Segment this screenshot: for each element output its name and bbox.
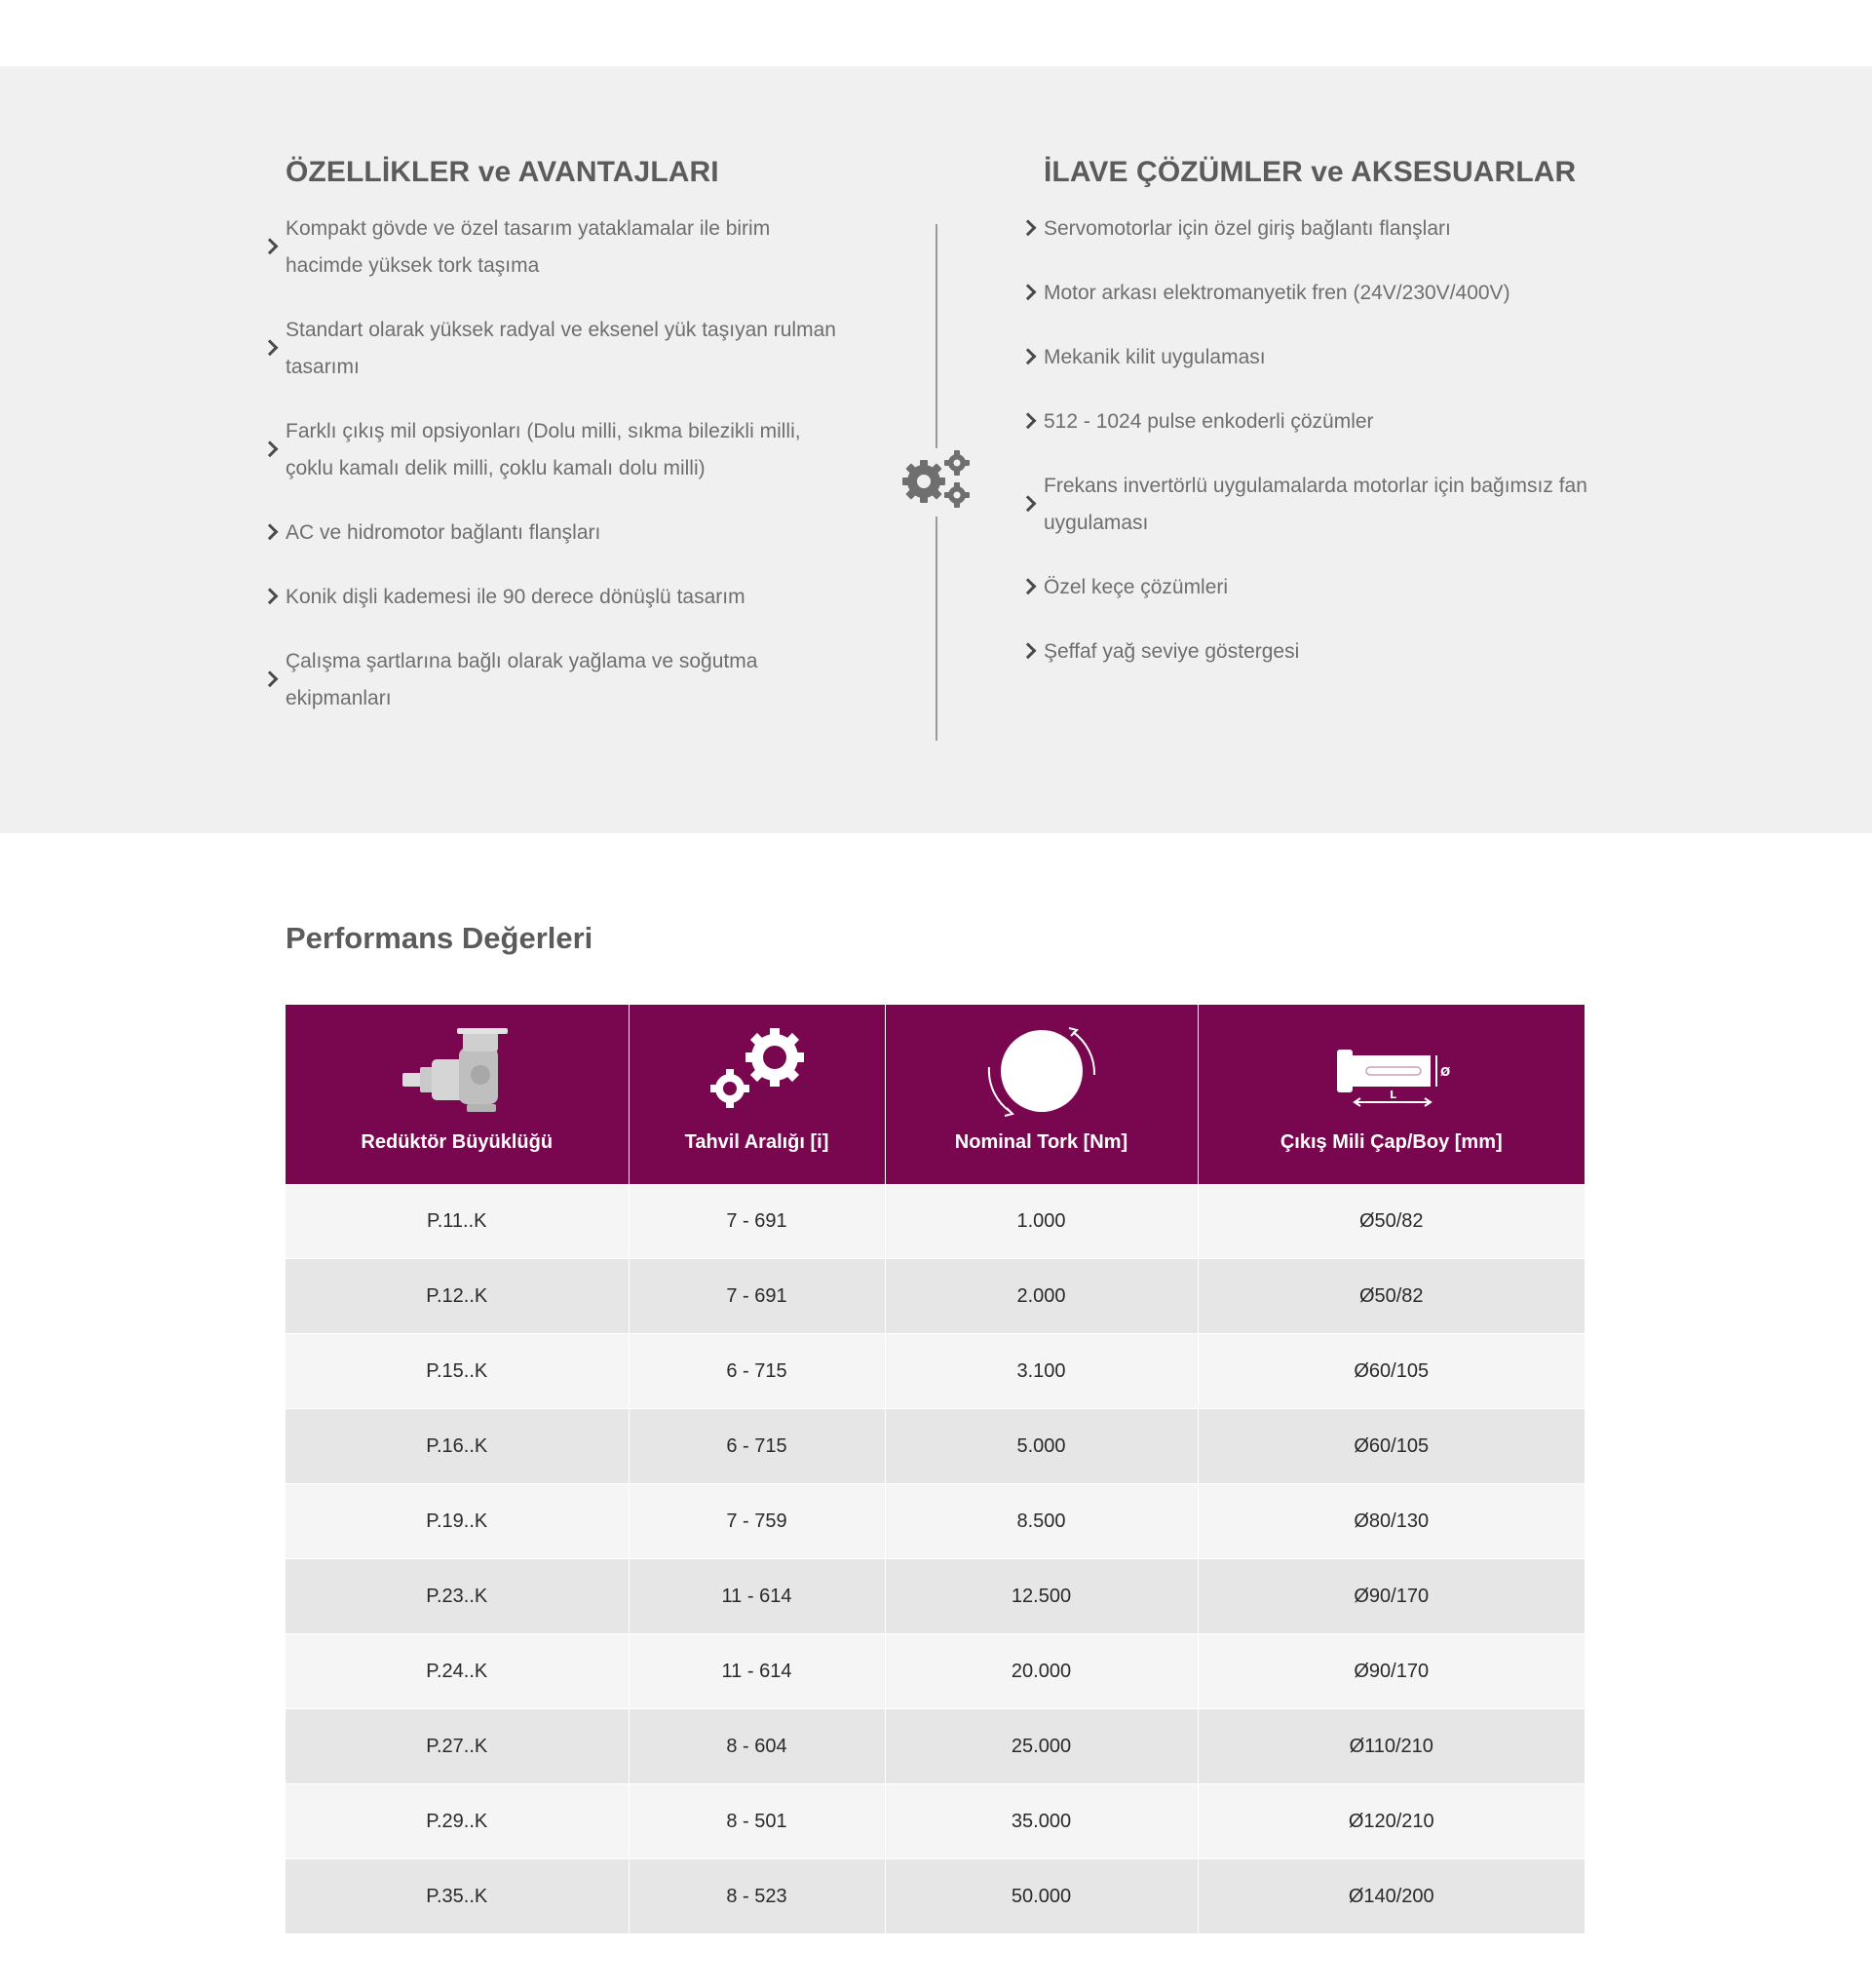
header-label: Tahvil Aralığı [i] — [684, 1131, 829, 1153]
cell-size: P.15..K — [286, 1334, 629, 1409]
cell-size: P.27..K — [286, 1709, 629, 1784]
cell-ratio: 8 - 604 — [629, 1709, 885, 1784]
cell-ratio: 7 - 691 — [629, 1184, 885, 1259]
cell-size: P.16..K — [286, 1409, 629, 1484]
cell-shaft: Ø60/105 — [1198, 1409, 1585, 1484]
table-row — [286, 1484, 1585, 1559]
header-label: Nominal Tork [Nm] — [954, 1131, 1128, 1153]
vertical-divider — [936, 224, 937, 448]
cell-shaft: Ø110/210 — [1198, 1709, 1585, 1784]
header-ratio-range — [629, 1005, 885, 1184]
accessory-item — [1044, 468, 1589, 542]
feature-text: Farklı çıkış mil opsiyonları (Dolu milli, sıkma bilezikli milli, çoklu kamalı delik milli, çoklu kamalı dolu milli) — [286, 420, 801, 479]
features-list — [286, 210, 841, 745]
feature-item — [286, 643, 841, 717]
table-row — [286, 1784, 1585, 1859]
cell-shaft: Ø90/170 — [1198, 1634, 1585, 1709]
header-gearbox-size — [286, 1005, 629, 1184]
chevron-right-icon — [1020, 412, 1037, 429]
table-row — [286, 1859, 1585, 1934]
feature-item — [286, 515, 841, 552]
features-section — [0, 66, 1872, 833]
cell-ratio: 6 - 715 — [629, 1409, 885, 1484]
cell-shaft: Ø50/82 — [1198, 1259, 1585, 1334]
feature-text: Çalışma şartlarına bağlı olarak yağlama ve soğutma ekipmanları — [286, 650, 758, 709]
cell-shaft: Ø120/210 — [1198, 1784, 1585, 1859]
cell-ratio: 7 - 691 — [629, 1259, 885, 1334]
chevron-right-icon — [1020, 642, 1037, 659]
header-label: Redüktör Büyüklüğü — [361, 1131, 554, 1153]
table-row — [286, 1634, 1585, 1709]
cell-torque: 3.100 — [885, 1334, 1198, 1409]
accessories-list — [1044, 210, 1589, 698]
feature-item — [286, 312, 841, 386]
chevron-right-icon — [1020, 495, 1037, 512]
table-row — [286, 1709, 1585, 1784]
accessory-item — [1044, 275, 1589, 312]
cell-torque: 5.000 — [885, 1409, 1198, 1484]
chevron-right-icon — [262, 238, 279, 254]
feature-text: Kompakt gövde ve özel tasarım yataklamalar ile birim hacimde yüksek tork taşıma — [286, 217, 771, 277]
cell-torque: 8.500 — [885, 1484, 1198, 1559]
header-nominal-torque — [885, 1005, 1198, 1184]
cell-torque: 25.000 — [885, 1709, 1198, 1784]
header-label: Çıkış Mili Çap/Boy [mm] — [1280, 1131, 1503, 1153]
table-row — [286, 1559, 1585, 1634]
shaft-icon — [1333, 1024, 1450, 1118]
cell-ratio: 11 - 614 — [629, 1634, 885, 1709]
cell-size: P.23..K — [286, 1559, 629, 1634]
accessory-text: Motor arkası elektromanyetik fren (24V/230V/400V) — [1044, 282, 1510, 304]
chevron-right-icon — [1020, 578, 1037, 594]
table-row — [286, 1259, 1585, 1334]
feature-item — [286, 413, 841, 487]
cell-torque: 2.000 — [885, 1259, 1198, 1334]
feature-text: Konik dişli kademesi ile 90 derece dönüşlü tasarım — [286, 586, 745, 608]
table-row — [286, 1184, 1585, 1259]
accessory-item — [1044, 210, 1589, 248]
chevron-right-icon — [262, 588, 279, 604]
accessory-text: Özel keçe çözümleri — [1044, 576, 1229, 598]
cell-size: P.29..K — [286, 1784, 629, 1859]
cell-torque: 20.000 — [885, 1634, 1198, 1709]
feature-item — [286, 579, 841, 616]
accessory-item — [1044, 339, 1589, 376]
diameter-label: Ø — [1439, 1065, 1450, 1079]
chevron-right-icon — [262, 339, 279, 356]
cell-size: P.12..K — [286, 1259, 629, 1334]
torque-icon — [983, 1024, 1100, 1118]
cell-size: P.35..K — [286, 1859, 629, 1934]
cell-size: P.24..K — [286, 1634, 629, 1709]
cell-shaft: Ø60/105 — [1198, 1334, 1585, 1409]
gearbox-icon — [399, 1024, 516, 1118]
gears-icon — [898, 448, 973, 511]
cell-torque: 50.000 — [885, 1859, 1198, 1934]
chevron-right-icon — [262, 523, 279, 540]
feature-item — [286, 210, 841, 285]
cell-ratio: 6 - 715 — [629, 1334, 885, 1409]
cell-size: P.19..K — [286, 1484, 629, 1559]
feature-text: AC ve hidromotor bağlantı flanşları — [286, 521, 601, 544]
cell-ratio: 8 - 523 — [629, 1859, 885, 1934]
accessory-text: Frekans invertörlü uygulamalarda motorlar için bağımsız fan uygulaması — [1044, 475, 1587, 534]
gears-icon — [699, 1024, 816, 1118]
chevron-right-icon — [1020, 284, 1037, 300]
table-row — [286, 1334, 1585, 1409]
cell-shaft: Ø140/200 — [1198, 1859, 1585, 1934]
chevron-right-icon — [262, 440, 279, 457]
cell-torque: 35.000 — [885, 1784, 1198, 1859]
performance-table — [286, 1005, 1585, 1934]
accessories-title: İLAVE ÇÖZÜMLER ve AKSESUARLAR — [1044, 156, 1577, 188]
length-label: L — [1389, 1089, 1396, 1101]
cell-shaft: Ø80/130 — [1198, 1484, 1585, 1559]
feature-text: Standart olarak yüksek radyal ve eksenel yük taşıyan rulman tasarımı — [286, 319, 836, 378]
accessory-text: Şeffaf yağ seviye göstergesi — [1044, 640, 1300, 663]
chevron-right-icon — [1020, 348, 1037, 364]
features-title: ÖZELLİKLER ve AVANTAJLARI — [286, 156, 719, 188]
table-header-row — [286, 1005, 1585, 1184]
cell-shaft: Ø90/170 — [1198, 1559, 1585, 1634]
accessory-item — [1044, 569, 1589, 606]
accessory-text: Servomotorlar için özel giriş bağlantı flanşları — [1044, 217, 1451, 240]
accessory-text: Mekanik kilit uygulaması — [1044, 346, 1266, 368]
cell-shaft: Ø50/82 — [1198, 1184, 1585, 1259]
performance-title: Performans Değerleri — [286, 921, 593, 955]
cell-torque: 12.500 — [885, 1559, 1198, 1634]
cell-size: P.11..K — [286, 1184, 629, 1259]
chevron-right-icon — [1020, 219, 1037, 236]
cell-ratio: 8 - 501 — [629, 1784, 885, 1859]
chevron-right-icon — [262, 670, 279, 687]
accessory-item — [1044, 633, 1589, 670]
cell-torque: 1.000 — [885, 1184, 1198, 1259]
cell-ratio: 11 - 614 — [629, 1559, 885, 1634]
cell-ratio: 7 - 759 — [629, 1484, 885, 1559]
accessory-item — [1044, 403, 1589, 440]
accessory-text: 512 - 1024 pulse enkoderli çözümler — [1044, 410, 1374, 433]
table-row — [286, 1409, 1585, 1484]
header-output-shaft — [1198, 1005, 1585, 1184]
vertical-divider — [936, 516, 937, 741]
